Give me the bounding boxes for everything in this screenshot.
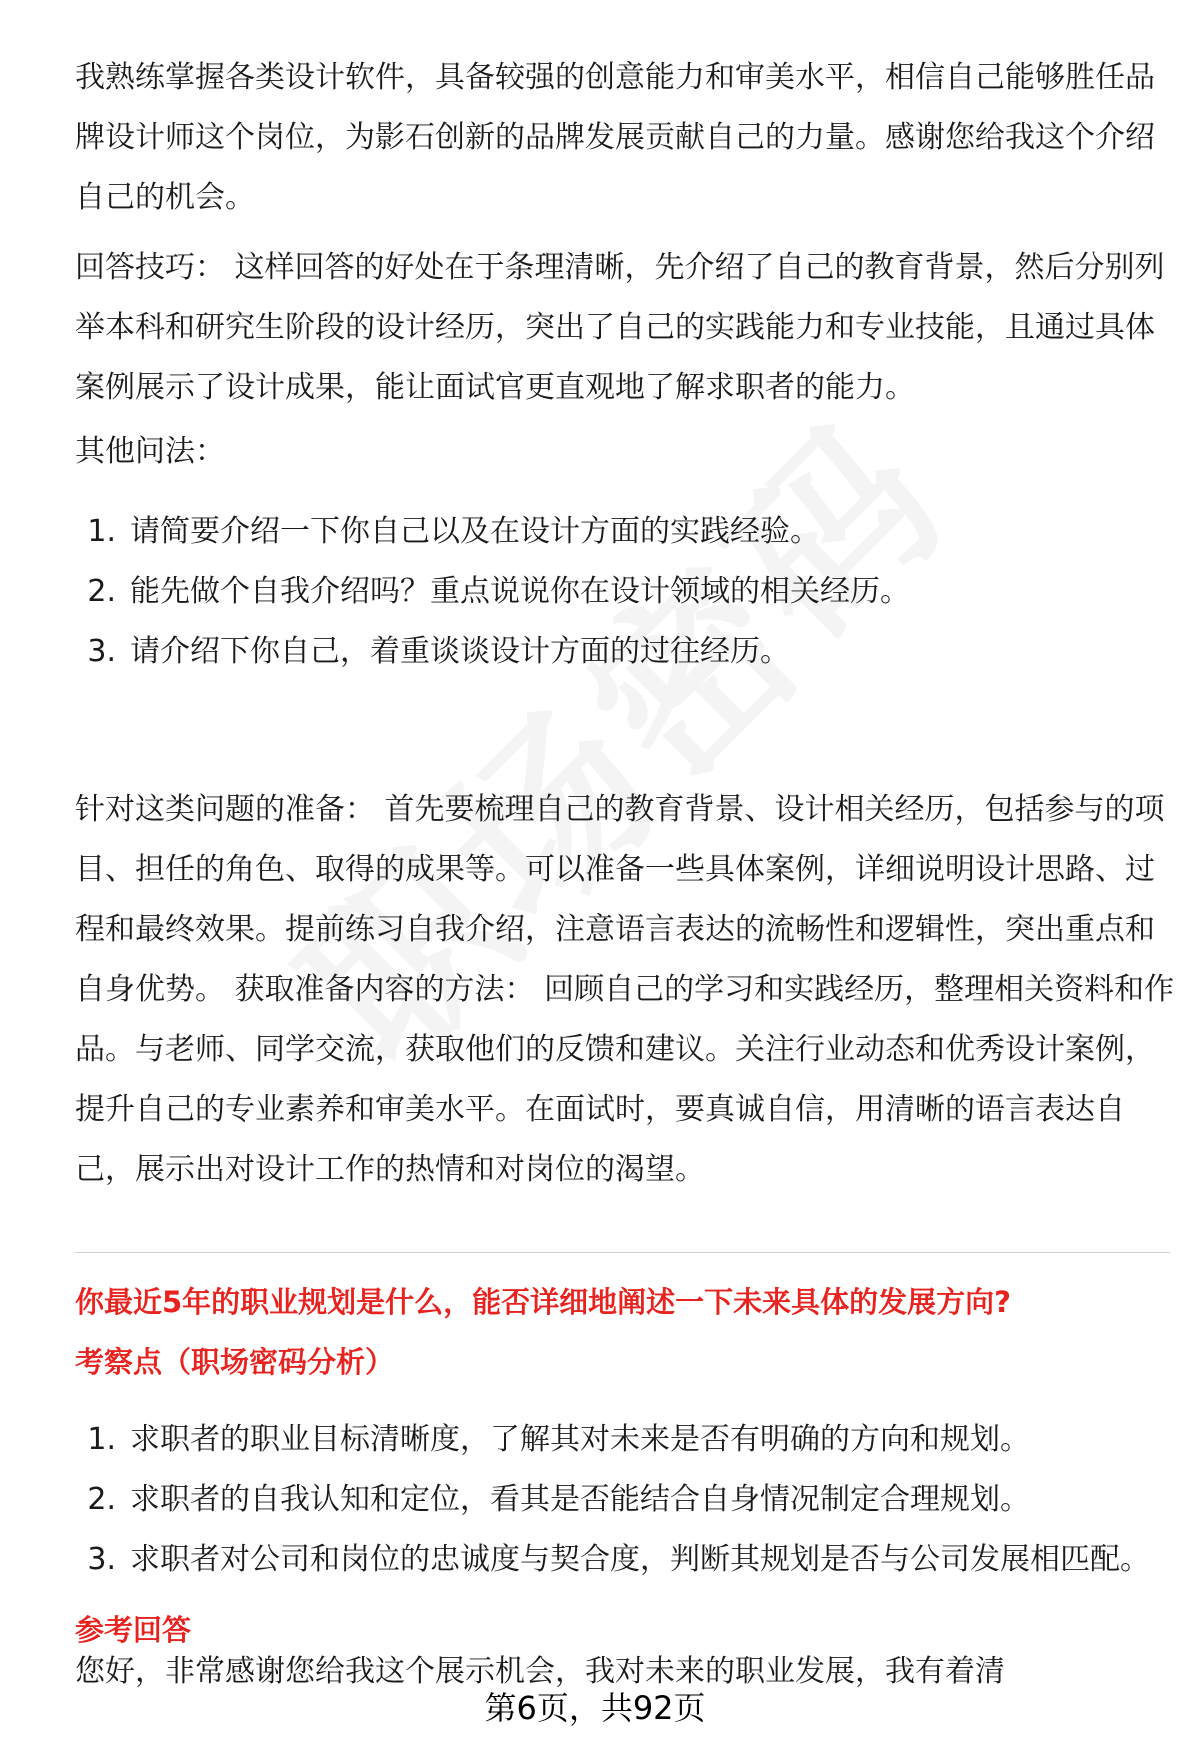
list-text: 能先做个自我介绍吗？重点说说你在设计领域的相关经历。 xyxy=(130,574,910,609)
list-number: 1. xyxy=(87,514,116,549)
list-number: 2. xyxy=(87,1482,116,1517)
other-questions-list xyxy=(75,502,1175,682)
list-text: 求职者对公司和岗位的忠诚度与契合度，判断其规划是否与公司发展相匹配。 xyxy=(130,1542,1150,1577)
list-number: 3. xyxy=(87,634,116,669)
analysis-title: 考察点（职场密码分析） xyxy=(75,1345,395,1379)
list-text: 请简要介绍一下你自己以及在设计方面的实践经验。 xyxy=(130,514,820,549)
intro-paragraph: 我熟练掌握各类设计软件，具备较强的创意能力和审美水平，相信自己能够胜任品牌设计师这个岗位，为影石创新的品牌发展贡献自己的力量。感谢您给我这个介绍自己的机会。 xyxy=(75,60,1155,215)
page-footer xyxy=(0,1686,1190,1730)
preparation-paragraph: 针对这类问题的准备： 首先要梳理自己的教育背景、设计相关经历，包括参与的项目、担任的角色、取得的成果等。可以准备一些具体案例，详细说明设计思路、过程和最终效果。提前练习自我介绍，注意语言表达的流畅性和逻辑性，突出重点和自身优势。 获取准备内容的方法： 回顾自己的学习和实践经历，整理相关资料和作品。与老师、同学交流，获取他们的反馈和建议。关注行业动态和优秀设计案例，提升自己的专业素养和审美水平。在面试时，要真诚自信，用清晰的语言表达自己，展示出对设计工作的热情和对岗位的渴望。 xyxy=(75,792,1175,1187)
list-text: 请介绍下你自己，着重谈谈设计方面的过往经历。 xyxy=(130,634,790,669)
cut-off-text: 您好，非常感谢您给我这个展示机会，我对未来的职业发展，我有着清 xyxy=(75,1654,1005,1689)
section-divider xyxy=(75,1252,1170,1253)
list-item xyxy=(75,1410,1175,1470)
list-item xyxy=(75,622,1175,682)
list-item xyxy=(75,1470,1175,1530)
analysis-points-list xyxy=(75,1410,1175,1590)
answer-tips-paragraph: 回答技巧： 这样回答的好处在于条理清晰，先介绍了自己的教育背景，然后分别列举本科和研究生阶段的设计经历，突出了自己的实践能力和专业技能，且通过具体案例展示了设计成果，能让面试官更直观地了解求职者的能力。 xyxy=(75,250,1165,405)
page-number: 第6页，共92页 xyxy=(480,1689,709,1727)
question-title: 你最近5年的职业规划是什么，能否详细地阐述一下未来具体的发展方向? xyxy=(75,1285,1012,1319)
list-item xyxy=(75,502,1175,562)
reference-title: 参考回答 xyxy=(75,1613,192,1647)
list-number: 2. xyxy=(87,574,116,609)
list-number: 1. xyxy=(87,1422,116,1457)
other-questions-label: 其他问法： xyxy=(75,434,225,469)
list-text: 求职者的自我认知和定位，看其是否能结合自身情况制定合理规划。 xyxy=(130,1482,1030,1517)
list-number: 3. xyxy=(87,1542,116,1577)
list-item xyxy=(75,1530,1175,1590)
list-text: 求职者的职业目标清晰度，了解其对未来是否有明确的方向和规划。 xyxy=(130,1422,1030,1457)
list-item xyxy=(75,562,1175,622)
